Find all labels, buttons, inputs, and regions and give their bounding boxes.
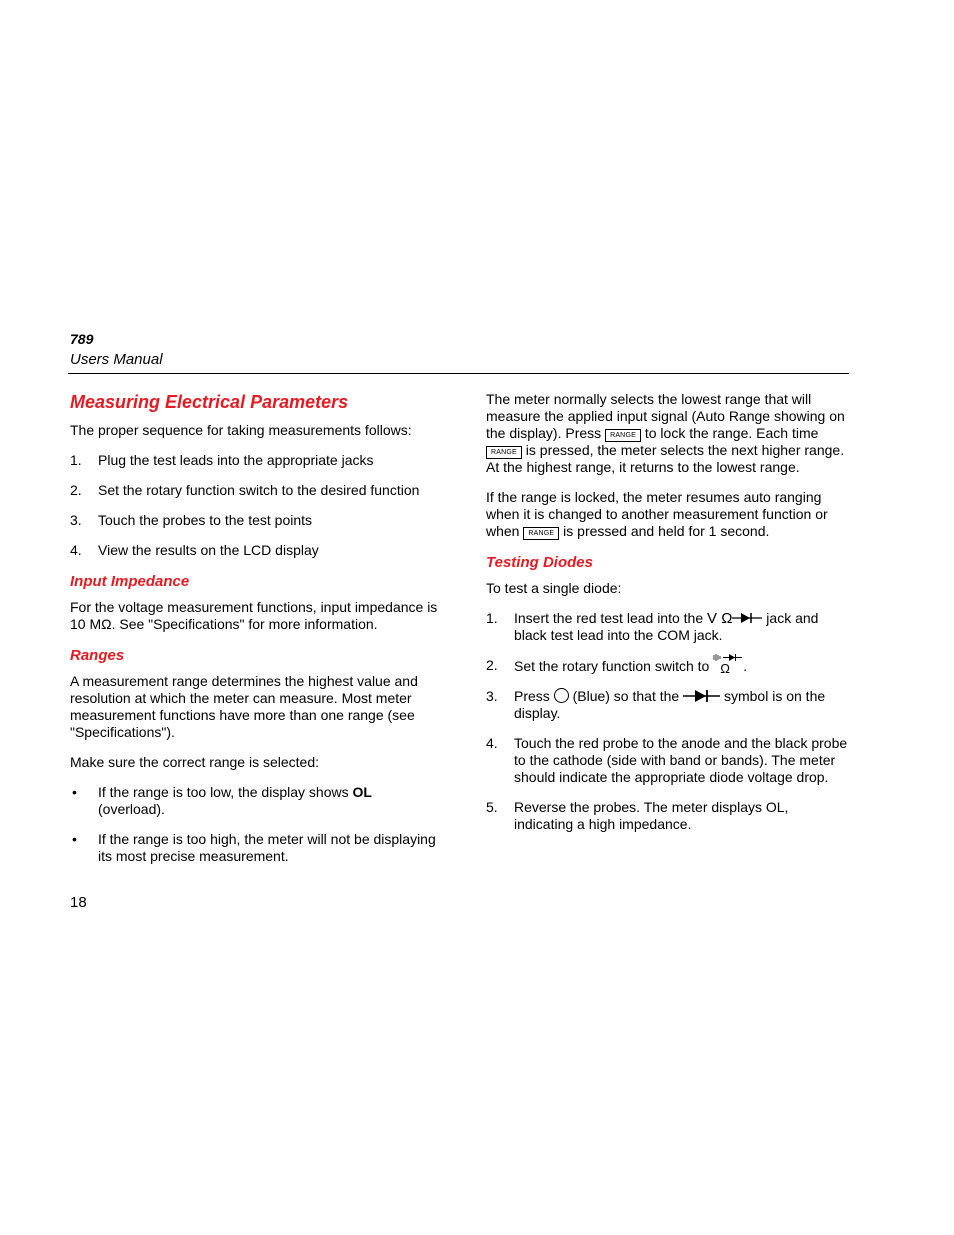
list-item xyxy=(70,512,440,529)
bullet-icon: • xyxy=(72,784,77,800)
diode-icon xyxy=(732,612,762,624)
diodes-intro: To test a single diode: xyxy=(486,580,622,596)
list-item xyxy=(486,657,851,675)
bullet-text: If the range is too low, the display shows xyxy=(98,784,353,800)
input-impedance-text: For the voltage measurement functions, input impedance is 10 MΩ. See "Specifications" for more information. xyxy=(70,599,438,632)
ranges-text: A measurement range determines the highest value and resolution at which the meter can measure. Most meter measurement functions have more than one range (see "Specifications"). xyxy=(70,673,418,740)
step-number: 4. xyxy=(70,542,82,558)
range-key-icon: RANGE xyxy=(523,527,559,540)
text-run: symbol is on the display. xyxy=(514,688,826,721)
text-run: Reverse the probes. The meter displays OL, indicating a high impedance. xyxy=(514,799,789,832)
text-run: is pressed and held for 1 second. xyxy=(559,523,770,539)
list-item xyxy=(486,688,851,722)
left-column xyxy=(70,391,440,878)
text-run: (Blue) so that the xyxy=(568,688,684,704)
volt-ohm-label: V Ω xyxy=(707,610,733,627)
testing-diodes-heading: Testing Diodes xyxy=(486,554,593,571)
right-column xyxy=(486,391,851,846)
measurement-steps xyxy=(70,452,440,559)
header-rule xyxy=(68,373,849,374)
ohm-symbol: Ω xyxy=(720,661,730,676)
input-impedance-heading: Input Impedance xyxy=(70,573,190,590)
step-number: 3. xyxy=(70,512,82,528)
text-run: Insert the red test lead into the xyxy=(514,610,708,626)
step-number: 3. xyxy=(486,688,498,704)
text-run: to lock the range. Each time xyxy=(640,425,819,441)
list-item xyxy=(486,735,851,786)
text-run: Press xyxy=(514,688,554,704)
list-item xyxy=(70,542,440,559)
step-number: 4. xyxy=(486,735,498,751)
range-key-icon: RANGE xyxy=(486,446,522,459)
text-run: is pressed, the meter selects the next higher range. At the highest range, it returns to the lowest range. xyxy=(486,442,845,475)
range-key-icon: RANGE xyxy=(605,429,641,442)
step-number: 1. xyxy=(70,452,82,468)
step-number: 5. xyxy=(486,799,498,815)
step-number: 2. xyxy=(70,482,82,498)
auto-range-text xyxy=(486,391,851,476)
text-run: jack and black test lead into the COM jack. xyxy=(514,610,819,643)
text-run: If the range is locked, the meter resumes auto ranging when it is changed to another measurement function or when xyxy=(486,489,828,539)
section-title: Measuring Electrical Parameters xyxy=(70,392,349,412)
list-item xyxy=(70,831,440,865)
range-bullets xyxy=(70,784,440,865)
manual-title: Users Manual xyxy=(70,351,163,368)
text-run: Touch the red probe to the anode and the black probe to the cathode (side with band or bands). The meter should indicate the appropriate diode voltage drop. xyxy=(514,735,848,785)
continuity-icon xyxy=(713,657,743,675)
range-locked-text xyxy=(486,489,851,540)
step-text: Touch the probes to the test points xyxy=(98,512,313,528)
running-header xyxy=(70,331,849,369)
ranges-heading: Ranges xyxy=(70,647,125,664)
step-number: 1. xyxy=(486,610,498,626)
text-run: The meter normally selects the lowest range that will measure the applied input signal (Auto Range showing on the display). Press xyxy=(486,391,845,441)
bullet-text: If the range is too high, the meter will not be displaying its most precise measurement. xyxy=(98,831,436,864)
model-number: 789 xyxy=(70,331,94,347)
page-number: 18 xyxy=(70,894,87,911)
list-item xyxy=(486,799,851,833)
list-item xyxy=(70,482,440,499)
list-item xyxy=(486,610,851,644)
list-item xyxy=(70,784,440,818)
list-item xyxy=(70,452,440,469)
make-sure-text: Make sure the correct range is selected: xyxy=(70,754,320,770)
intro-text: The proper sequence for taking measurements follows: xyxy=(70,422,412,438)
step-text: View the results on the LCD display xyxy=(98,542,319,558)
step-text: Plug the test leads into the appropriate jacks xyxy=(98,452,374,468)
bullet-icon: • xyxy=(72,831,77,847)
text-run: Set the rotary function switch to xyxy=(514,658,714,674)
text-run: . xyxy=(743,658,748,674)
step-number: 2. xyxy=(486,657,498,673)
diode-steps xyxy=(486,610,851,833)
step-text: Set the rotary function switch to the desired function xyxy=(98,482,420,498)
bullet-text: (overload). xyxy=(98,801,165,817)
diode-icon xyxy=(683,689,720,703)
blue-button-icon xyxy=(554,688,569,703)
overload-label: OL xyxy=(352,784,372,800)
